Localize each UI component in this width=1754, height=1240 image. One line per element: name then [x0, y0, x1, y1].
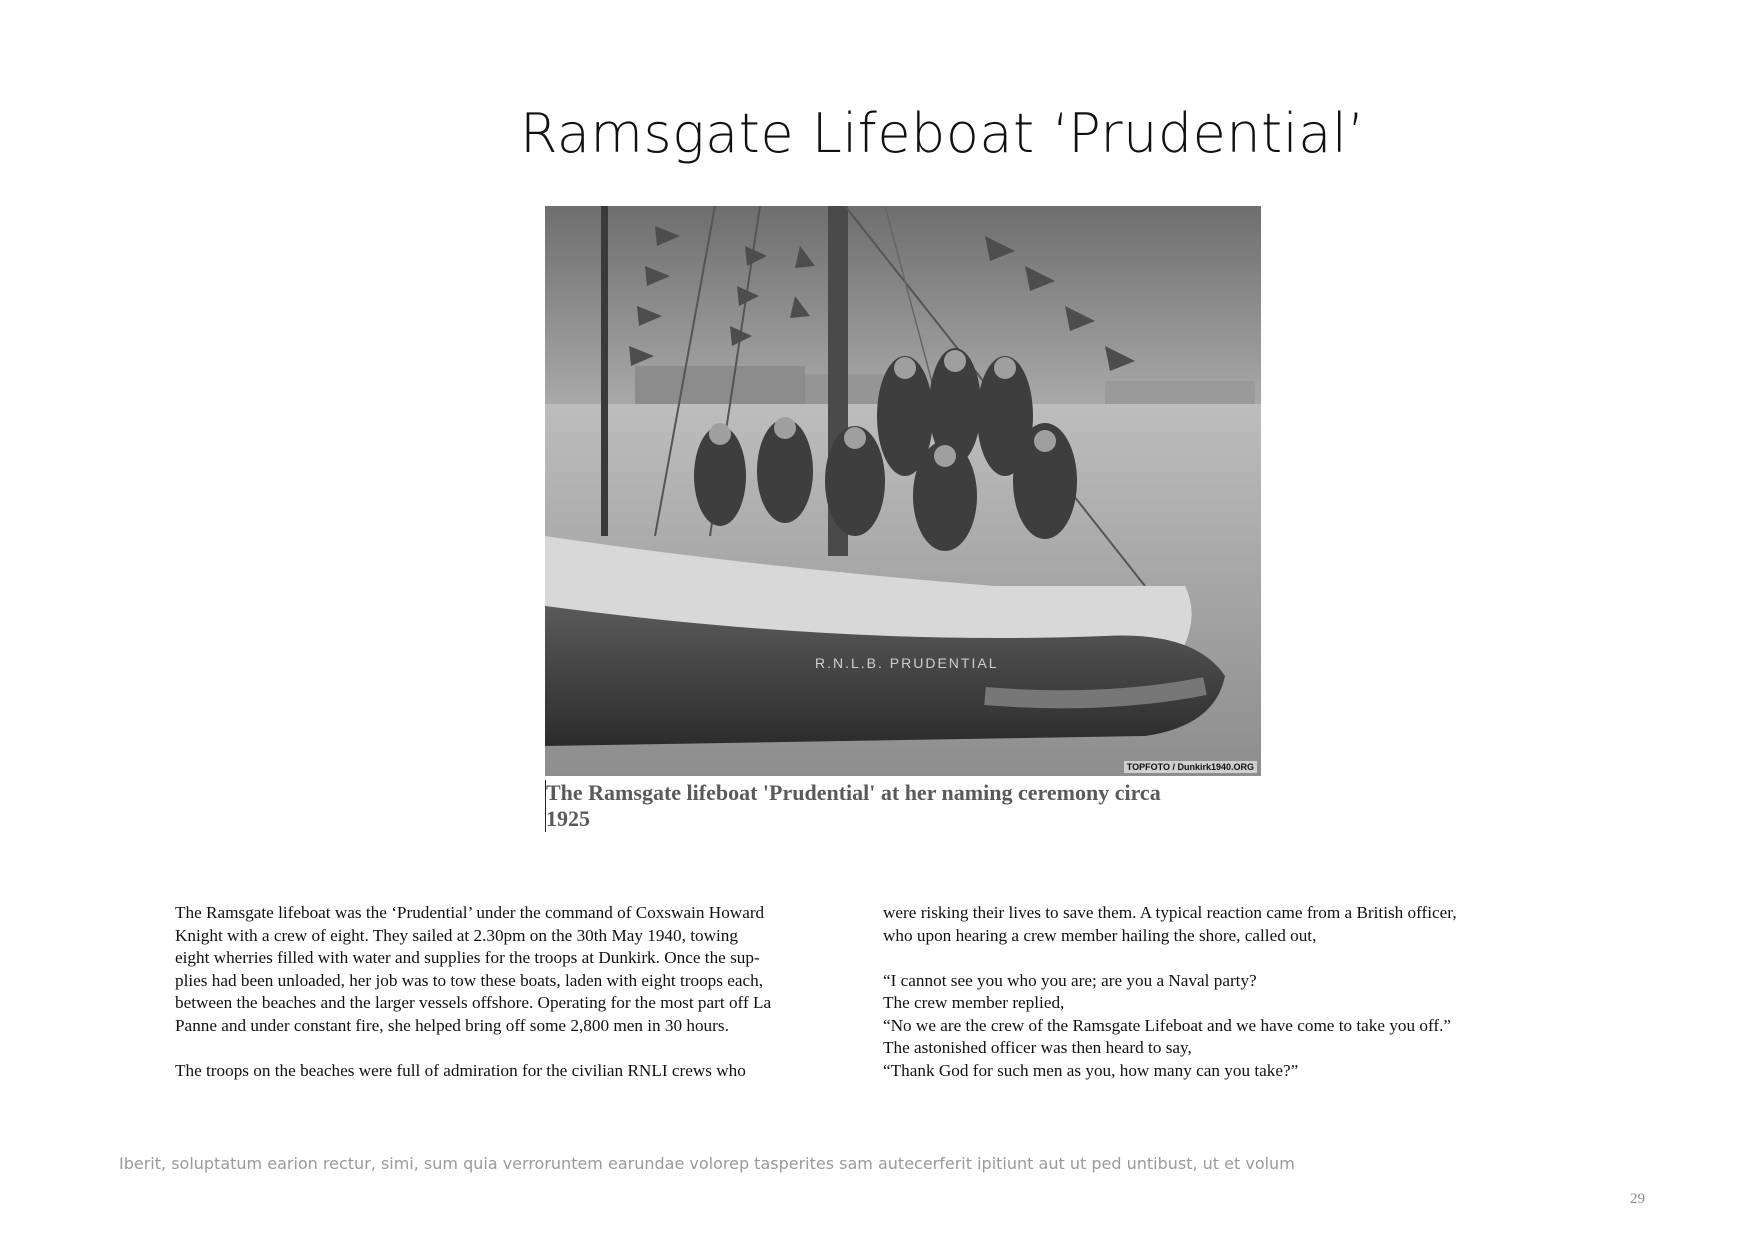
body-line: “I cannot see you who you are; are you a Naval party?	[883, 970, 1257, 990]
body-line: plies had been unloaded, her job was to tow these boats, laden with eight troops each,	[175, 970, 764, 990]
photo-caption	[545, 780, 1246, 832]
body-column-right	[883, 902, 1583, 1082]
body-line: who upon hearing a crew member hailing the shore, called out,	[883, 925, 1317, 945]
caption-line: 1925	[546, 806, 590, 831]
photo-illustration	[545, 206, 1261, 776]
body-line: eight wherries filled with water and supplies for the troops at Dunkirk. Once the sup-	[175, 948, 760, 967]
body-line: Panne and under constant fire, she helped bring off some 2,800 men in 30 hours.	[175, 1015, 729, 1035]
body-column-left	[175, 902, 863, 1082]
footer-text: Iberit, soluptatum earion rectur, simi, sum quia verroruntem earundae volorep tasperites sam autecerferit ipitiunt aut ut ped untibust, ut et volum	[119, 1154, 1295, 1173]
body-line: “Thank God for such men as you, how many can you take?”	[883, 1060, 1299, 1080]
body-line: The crew member replied,	[883, 993, 1065, 1012]
lifeboat-photo	[545, 206, 1261, 776]
body-line: The Ramsgate lifeboat was the ‘Prudential’ under the command of Coxswain Howard	[175, 903, 765, 922]
photo-credit: TOPFOTO / Dunkirk1940.ORG	[1124, 761, 1257, 773]
page-title: Ramsgate Lifeboat ‘Prudential’	[520, 102, 1365, 165]
paragraph-break	[175, 1037, 863, 1060]
page-number: 29	[1630, 1191, 1645, 1207]
body-line: Knight with a crew of eight. They sailed at 2.30pm on the 30th May 1940, towing	[175, 925, 738, 945]
caption-line: The Ramsgate lifeboat 'Prudential' at her naming ceremony circa	[546, 780, 1161, 805]
body-line: The astonished officer was then heard to say,	[883, 1038, 1192, 1057]
body-line: “No we are the crew of the Ramsgate Lifeboat and we have come to take you off.”	[883, 1015, 1452, 1035]
boat-name-text: R.N.L.B. PRUDENTIAL	[815, 655, 999, 671]
body-line: between the beaches and the larger vessels offshore. Operating for the most part off La	[175, 993, 772, 1012]
paragraph-break	[883, 947, 1583, 970]
body-line: The troops on the beaches were full of admiration for the civilian RNLI crews who	[175, 1060, 746, 1080]
body-line: were risking their lives to save them. A typical reaction came from a British officer,	[883, 903, 1457, 922]
